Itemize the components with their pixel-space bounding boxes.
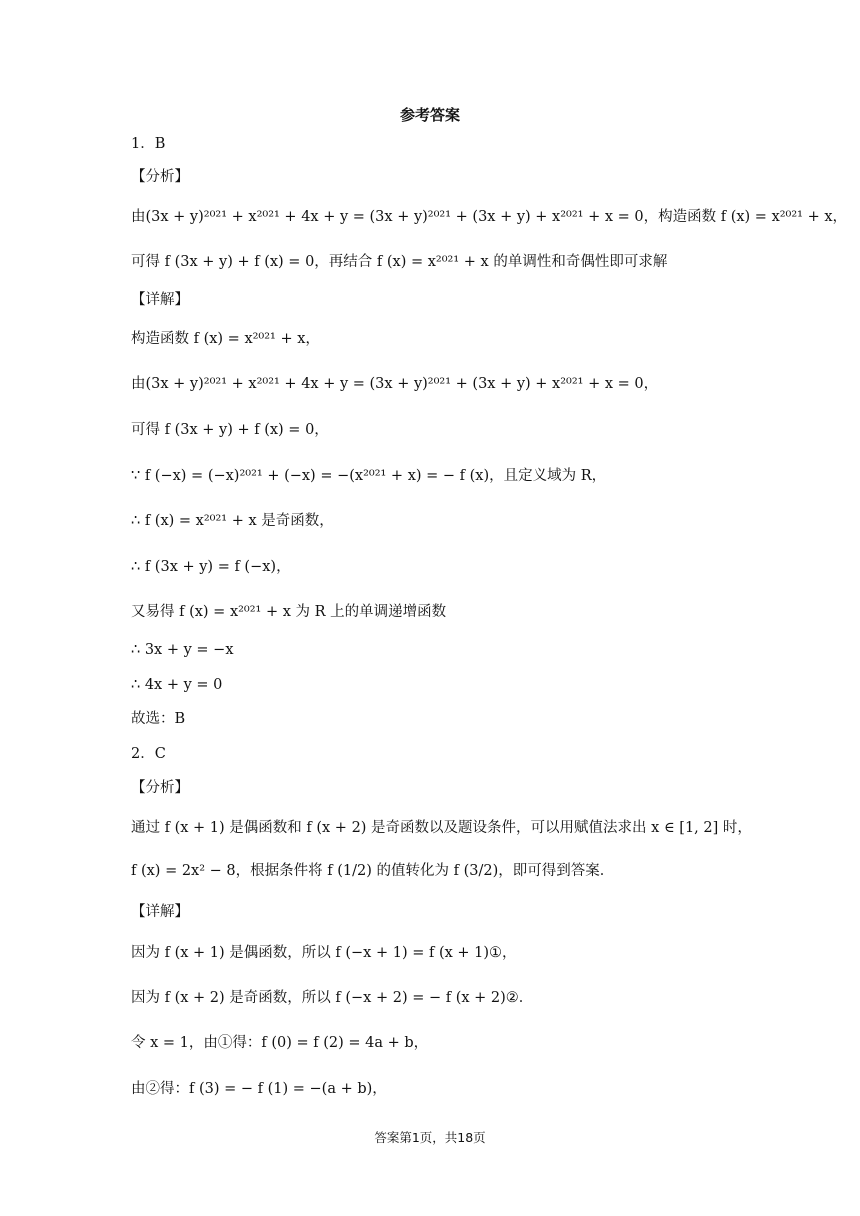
detail-line-6: ∴ f (3x + y) = f (−x)， xyxy=(131,559,291,575)
detail-line-1: 构造函数 f (x) = x²⁰²¹ + x， xyxy=(131,331,320,347)
analysis-line-2: 可得 f (3x + y) + f (x) = 0，再结合 f (x) = x²⁰²¹ + x 的单调性和奇偶性即可求解 xyxy=(131,254,668,270)
detail-line-2: 由(3x + y)²⁰²¹ + x²⁰²¹ + 4x + y = (3x + y)²⁰²¹ + (3x + y) + x²⁰²¹ + x = 0， xyxy=(131,376,659,392)
detail-line-3: 可得 f (3x + y) + f (x) = 0， xyxy=(131,422,329,438)
detail2-line-1: 因为 f (x + 1) 是偶函数，所以 f (−x + 1) = f (x + 1)①， xyxy=(131,945,517,961)
section-detail-2: 【详解】 xyxy=(131,904,189,920)
section-detail-1: 【详解】 xyxy=(131,292,189,308)
detail2-line-3: 令 x = 1，由①得：f (0) = f (2) = 4a + b， xyxy=(131,1035,429,1051)
detail-line-4: ∵ f (−x) = (−x)²⁰²¹ + (−x) = −(x²⁰²¹ + x) = − f (x)，且定义域为 R， xyxy=(131,468,607,484)
detail2-line-2: 因为 f (x + 2) 是奇函数，所以 f (−x + 2) = − f (x + 2)②． xyxy=(131,990,534,1006)
answer-choice-1: 故选：B xyxy=(131,711,186,727)
page-title: 参考答案 xyxy=(399,106,460,124)
page-footer: 答案第1页，共18页 xyxy=(374,1130,486,1145)
answer-number-1: 1．B xyxy=(131,136,166,152)
detail-line-5: ∴ f (x) = x²⁰²¹ + x 是奇函数， xyxy=(131,513,334,529)
analysis2-line-1: 通过 f (x + 1) 是偶函数和 f (x + 2) 是奇函数以及题设条件，可以用赋值法求出 x ∈ [1, 2] 时， xyxy=(131,820,752,836)
answer-number-2: 2．C xyxy=(131,746,166,762)
section-analysis-1: 【分析】 xyxy=(131,169,189,185)
analysis-line-1: 由(3x + y)²⁰²¹ + x²⁰²¹ + 4x + y = (3x + y)²⁰²¹ + (3x + y) + x²⁰²¹ + x = 0，构造函数 f (x) = x²⁰²¹ + x， xyxy=(131,209,848,225)
detail-line-7: 又易得 f (x) = x²⁰²¹ + x 为 R 上的单调递增函数 xyxy=(131,604,447,620)
detail-line-9: ∴ 4x + y = 0 xyxy=(131,677,223,693)
detail-line-8: ∴ 3x + y = −x xyxy=(131,642,234,658)
section-analysis-2: 【分析】 xyxy=(131,780,189,796)
detail2-line-4: 由②得：f (3) = − f (1) = −(a + b)， xyxy=(131,1081,387,1097)
analysis2-line-2: f (x) = 2x² − 8，根据条件将 f (1/2) 的值转化为 f (3/2)，即可得到答案． xyxy=(131,863,615,879)
